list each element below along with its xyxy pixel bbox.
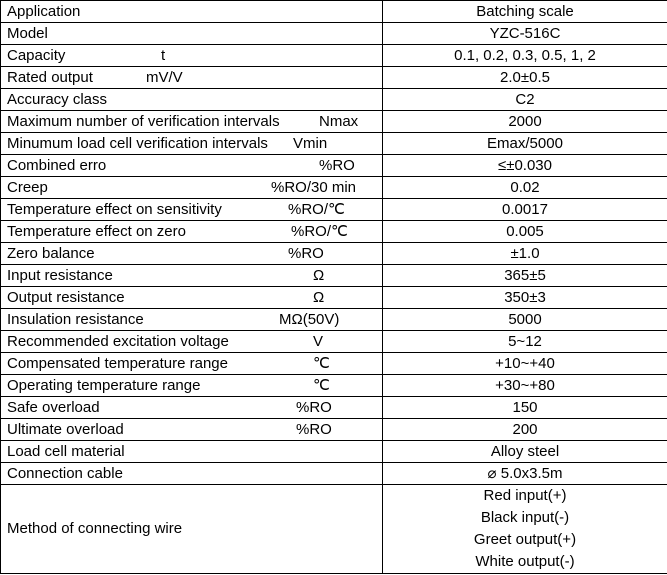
parameter-cell xyxy=(1,177,383,199)
parameter-name: Accuracy class xyxy=(7,90,108,108)
wiring-values-cell xyxy=(383,485,667,574)
parameter-name: Load cell material xyxy=(7,442,125,460)
parameter-cell xyxy=(1,221,383,243)
table-row xyxy=(1,243,667,265)
value-cell: C2 xyxy=(383,89,667,111)
parameter-name: Capacity xyxy=(7,46,66,64)
parameter-unit: ℃ xyxy=(313,354,330,372)
parameter-name: Compensated temperature range xyxy=(7,354,228,372)
parameter-name: Minumum load cell verification intervals xyxy=(7,134,268,152)
parameter-name: Model xyxy=(7,24,48,42)
parameter-name: Output resistance xyxy=(7,288,125,306)
parameter-cell xyxy=(1,375,383,397)
parameter-name: Operating temperature range xyxy=(7,376,201,394)
parameter-name: Temperature effect on sensitivity xyxy=(7,200,222,218)
value-cell: ≤±0.030 xyxy=(383,155,667,177)
table-row xyxy=(1,177,667,199)
wiring-parameter-name: Method of connecting wire xyxy=(1,485,383,574)
parameter-unit: %RO/℃ xyxy=(288,200,345,218)
value-cell: 200 xyxy=(383,419,667,441)
wire-color-line: Greet output(+) xyxy=(473,531,577,548)
table-row xyxy=(1,309,667,331)
table-row xyxy=(1,89,667,111)
parameter-name: Insulation resistance xyxy=(7,310,144,328)
parameter-cell xyxy=(1,1,383,23)
parameter-cell xyxy=(1,331,383,353)
parameter-cell xyxy=(1,89,383,111)
parameter-cell xyxy=(1,111,383,133)
parameter-cell xyxy=(1,397,383,419)
spec-table-body xyxy=(1,1,667,574)
value-cell: 0.1, 0.2, 0.3, 0.5, 1, 2 xyxy=(383,45,667,67)
parameter-unit: %RO/30 min xyxy=(271,178,357,196)
parameter-unit: %RO xyxy=(288,244,324,262)
parameter-unit: %RO/℃ xyxy=(291,222,348,240)
parameter-cell xyxy=(1,199,383,221)
parameter-cell xyxy=(1,419,383,441)
parameter-cell xyxy=(1,463,383,485)
value-cell: Batching scale xyxy=(383,1,667,23)
table-row xyxy=(1,133,667,155)
parameter-cell xyxy=(1,23,383,45)
parameter-cell xyxy=(1,441,383,463)
parameter-name: Ultimate overload xyxy=(7,420,124,438)
parameter-name: Rated output xyxy=(7,68,93,86)
value-cell: 5~12 xyxy=(383,331,667,353)
table-row xyxy=(1,397,667,419)
parameter-unit: Ω xyxy=(313,288,325,306)
parameter-unit: MΩ(50V) xyxy=(279,310,340,328)
parameter-name: Temperature effect on zero xyxy=(7,222,186,240)
parameter-cell xyxy=(1,287,383,309)
parameter-cell xyxy=(1,67,383,89)
wiring-row xyxy=(1,485,667,574)
table-row xyxy=(1,111,667,133)
parameter-name: Connection cable xyxy=(7,464,123,482)
parameter-unit: Vmin xyxy=(293,134,328,152)
parameter-unit: V xyxy=(313,332,324,350)
parameter-name: Safe overload xyxy=(7,398,100,416)
table-row xyxy=(1,199,667,221)
parameter-name: Input resistance xyxy=(7,266,113,284)
value-cell: 2.0±0.5 xyxy=(383,67,667,89)
parameter-cell xyxy=(1,265,383,287)
parameter-name: Application xyxy=(7,2,81,20)
value-cell: 5000 xyxy=(383,309,667,331)
table-row xyxy=(1,67,667,89)
value-cell: 0.02 xyxy=(383,177,667,199)
value-cell: Alloy steel xyxy=(383,441,667,463)
table-row xyxy=(1,265,667,287)
table-row xyxy=(1,287,667,309)
table-row xyxy=(1,463,667,485)
value-cell: 0.005 xyxy=(383,221,667,243)
parameter-unit: t xyxy=(161,46,166,64)
parameter-unit: mV/V xyxy=(146,68,183,86)
table-row xyxy=(1,419,667,441)
wire-color-line: Red input(+) xyxy=(483,487,567,504)
parameter-name: Zero balance xyxy=(7,244,95,262)
parameter-cell xyxy=(1,243,383,265)
parameter-unit: %RO xyxy=(319,156,355,174)
value-cell: 2000 xyxy=(383,111,667,133)
value-cell: +30~+80 xyxy=(383,375,667,397)
wire-color-line: White output(-) xyxy=(475,553,575,570)
parameter-cell xyxy=(1,133,383,155)
parameter-name: Combined erro xyxy=(7,156,107,174)
wire-color-line: Black input(-) xyxy=(480,509,570,526)
table-row xyxy=(1,331,667,353)
parameter-cell xyxy=(1,353,383,375)
parameter-name: Recommended excitation voltage xyxy=(7,332,229,350)
parameter-cell xyxy=(1,309,383,331)
value-cell: +10~+40 xyxy=(383,353,667,375)
value-cell: 350±3 xyxy=(383,287,667,309)
parameter-cell xyxy=(1,155,383,177)
table-row xyxy=(1,441,667,463)
value-cell: ⌀ 5.0x3.5m xyxy=(383,463,667,485)
parameter-unit: ℃ xyxy=(313,376,330,394)
parameter-name: Maximum number of verification intervals xyxy=(7,112,280,130)
parameter-unit: Ω xyxy=(313,266,325,284)
value-cell: Emax/5000 xyxy=(383,133,667,155)
parameter-unit: Nmax xyxy=(319,112,359,130)
value-cell: ±1.0 xyxy=(383,243,667,265)
value-cell: YZC-516C xyxy=(383,23,667,45)
table-row xyxy=(1,1,667,23)
table-row xyxy=(1,375,667,397)
value-cell: 150 xyxy=(383,397,667,419)
table-row xyxy=(1,45,667,67)
parameter-unit: %RO xyxy=(296,420,332,438)
table-row xyxy=(1,221,667,243)
parameter-cell xyxy=(1,45,383,67)
table-row xyxy=(1,23,667,45)
value-cell: 365±5 xyxy=(383,265,667,287)
value-cell: 0.0017 xyxy=(383,199,667,221)
table-row xyxy=(1,155,667,177)
parameter-unit: %RO xyxy=(296,398,332,416)
parameter-name: Creep xyxy=(7,178,48,196)
table-row xyxy=(1,353,667,375)
